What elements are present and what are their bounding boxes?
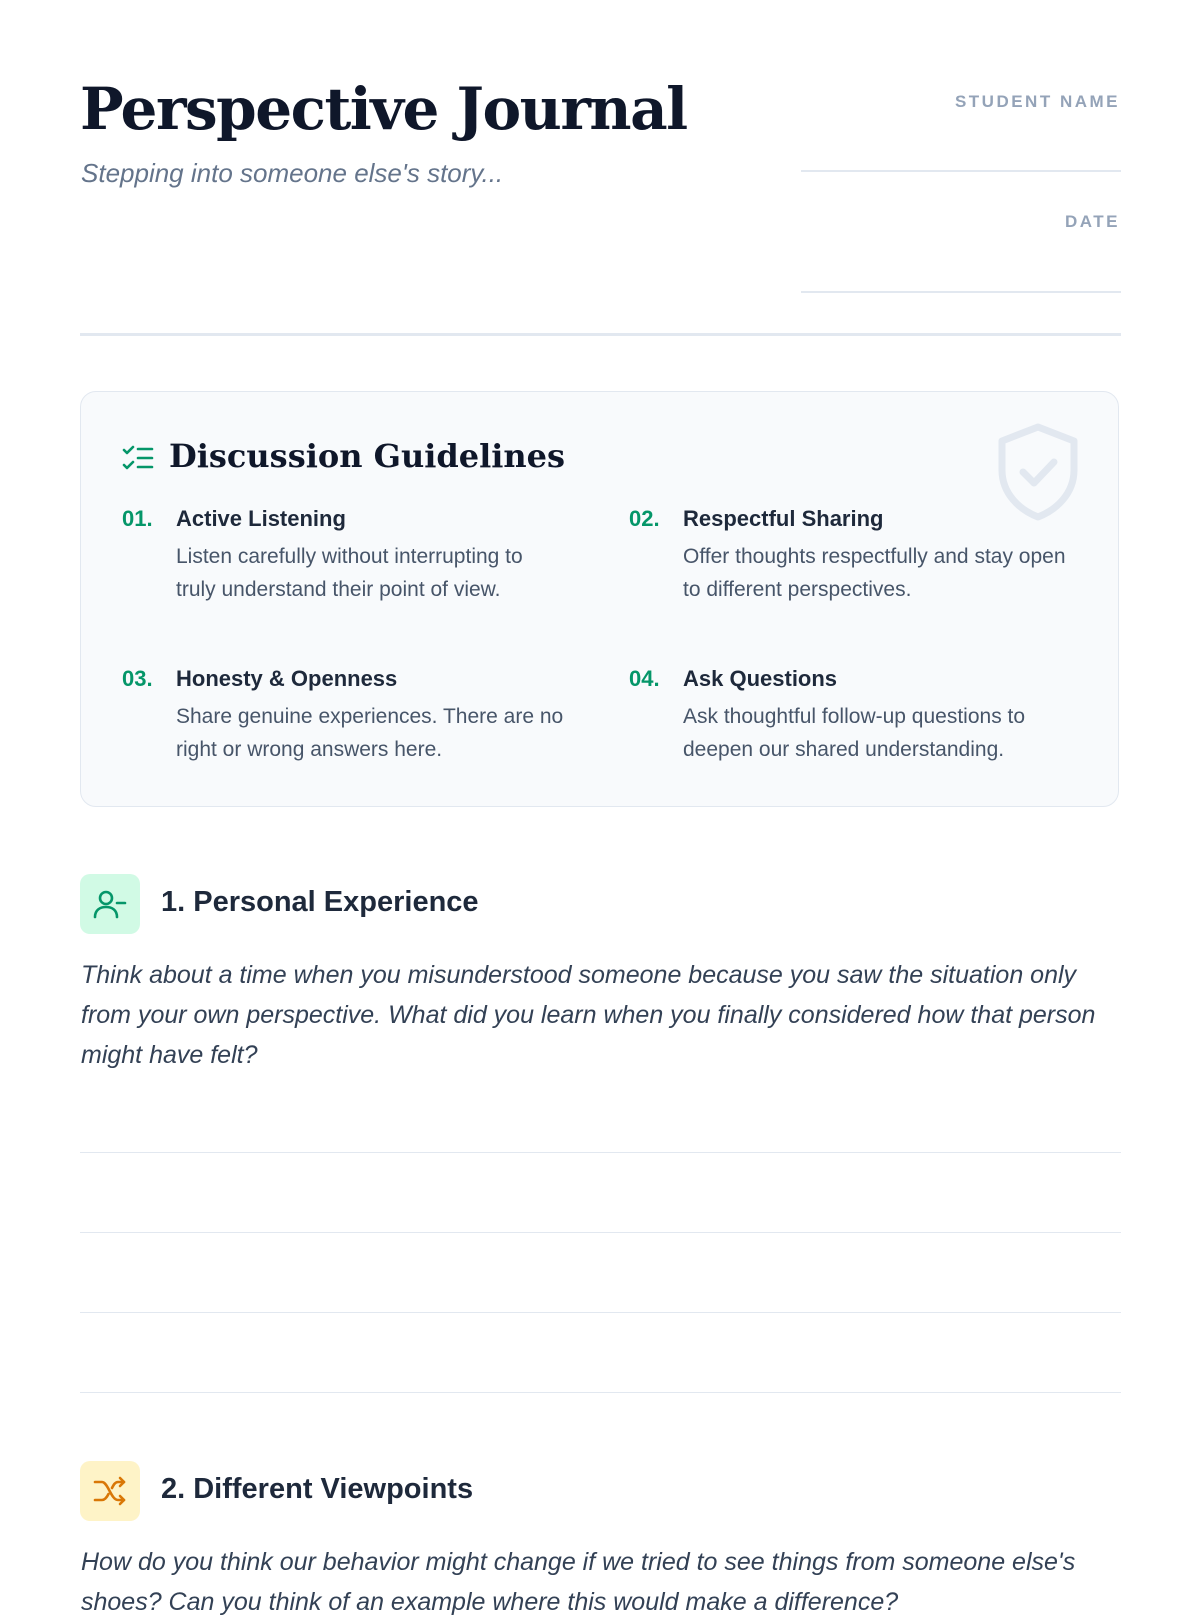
answer-line[interactable] — [80, 1152, 1121, 1153]
section-1-title: 1. Personal Experience — [161, 886, 479, 918]
guideline-description: Ask thoughtful follow-up questions to deepen our shared understanding. — [683, 705, 1026, 761]
section-2-title: 2. Different Viewpoints — [161, 1473, 474, 1505]
section-1-prompt: Think about a time when you misunderstood someone because you saw the situation only from your own perspective. What did you learn when you finally considered how that person might have felt? — [81, 961, 1096, 1069]
guideline-title: Honesty & Openness — [176, 666, 398, 691]
section-2-icon-badge — [80, 1461, 140, 1521]
guideline-title: Ask Questions — [683, 666, 838, 691]
guideline-description: Listen carefully without interrupting to truly understand their point of view. — [176, 545, 523, 601]
guideline-number: 01. — [122, 506, 153, 531]
page-subtitle: Stepping into someone else's story... — [81, 158, 504, 188]
answer-line[interactable] — [80, 1312, 1121, 1313]
student-name-field[interactable] — [801, 170, 1121, 172]
user-minus-icon — [92, 886, 128, 922]
student-name-label: STUDENT NAME — [954, 92, 1120, 111]
guideline-title: Active Listening — [176, 506, 346, 531]
answer-line[interactable] — [80, 1232, 1121, 1233]
answer-line[interactable] — [80, 1392, 1121, 1393]
guidelines-title: Discussion Guidelines — [169, 437, 566, 475]
header-divider — [80, 333, 1121, 336]
guideline-number: 02. — [629, 506, 660, 531]
discussion-guidelines-card — [80, 391, 1119, 807]
section-1-icon-badge — [80, 874, 140, 934]
guideline-title: Respectful Sharing — [683, 506, 884, 531]
guideline-description: Offer thoughts respectfully and stay open to different perspectives. — [683, 545, 1066, 601]
page-title: Perspective Journal — [80, 75, 687, 143]
guideline-number: 03. — [122, 666, 153, 691]
shuffle-icon — [92, 1473, 128, 1509]
guideline-number: 04. — [629, 666, 660, 691]
shield-check-icon — [996, 422, 1080, 522]
date-field[interactable] — [801, 291, 1121, 293]
checklist-icon — [121, 444, 155, 474]
date-label: DATE — [1064, 212, 1120, 231]
section-2-prompt: How do you think our behavior might change if we tried to see things from someone else's shoes? Can you think of an example where this would make a difference? — [81, 1548, 1076, 1616]
guideline-description: Share genuine experiences. There are no right or wrong answers here. — [176, 705, 564, 761]
